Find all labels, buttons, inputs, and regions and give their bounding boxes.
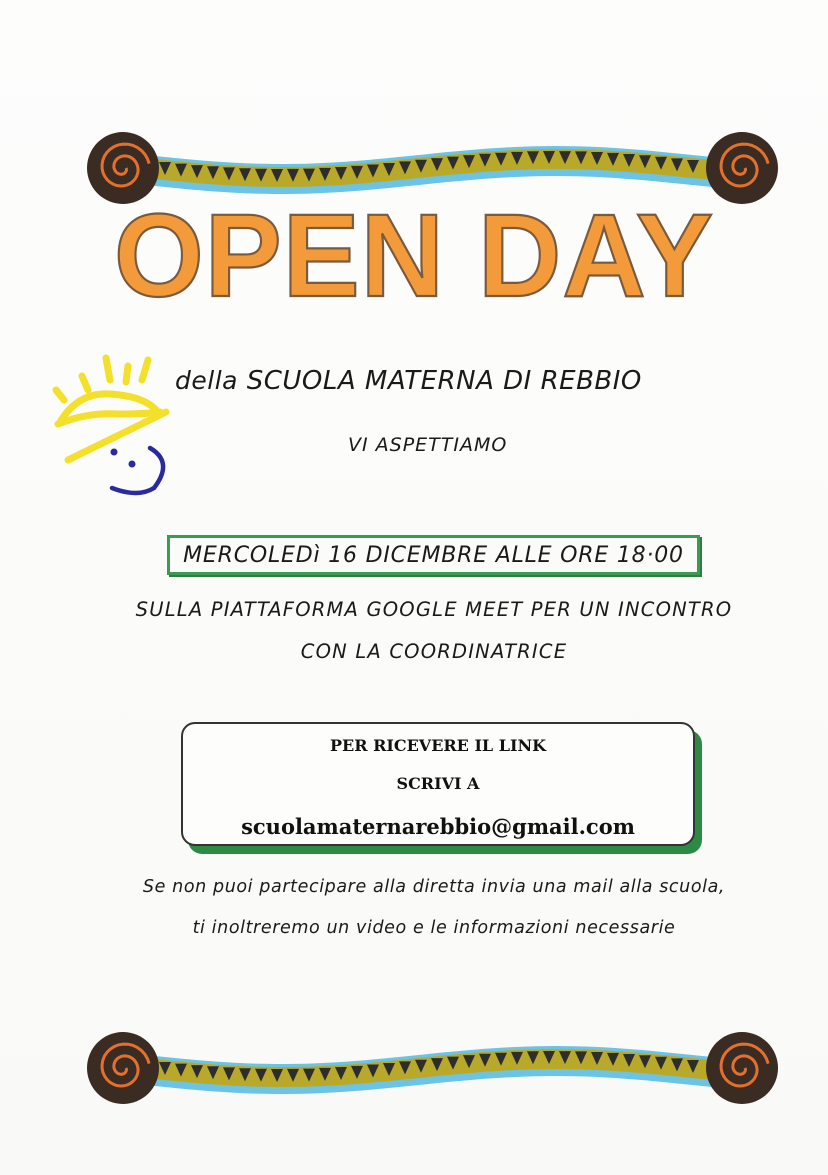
school-subtitle: [175, 366, 642, 396]
event-date-text: MERCOLEDì 16 DICEMBRE ALLE ORE 18·00: [183, 542, 684, 568]
link-box-line-1: PER RICEVERE IL LINK: [329, 736, 547, 755]
open-day-title: [0, 196, 828, 316]
event-date-box: [167, 535, 700, 575]
link-request-box: [181, 722, 695, 846]
greeting-text: VI ASPETTIAMO: [348, 434, 508, 456]
spiral-right-icon: [706, 1032, 778, 1104]
platform-line-1: SULLA PIATTAFORMA GOOGLE MEET PER UN INCONTRO: [135, 598, 733, 621]
subtitle-preposition: della: [175, 366, 238, 395]
link-box-line-2: SCRIVI A: [396, 774, 480, 793]
sun-face-drawing: [48, 352, 178, 502]
open-day-title-text: OPEN DAY: [114, 196, 714, 316]
note-line-2: ti inoltreremo un video e le informazioni necessarie: [192, 918, 676, 938]
spiral-right-icon: [706, 132, 778, 204]
spiral-left-icon: [87, 132, 159, 204]
school-name: SCUOLA MATERNA DI REBBIO: [246, 366, 642, 396]
spiral-left-icon: [87, 1032, 159, 1104]
note-line-1: Se non puoi partecipare alla diretta invia una mail alla scuola,: [142, 877, 726, 897]
contact-email[interactable]: scuolamaternarebbio@gmail.com: [241, 814, 635, 839]
decorative-wave-border-bottom: [85, 1028, 780, 1110]
platform-line-2: CON LA COORDINATRICE: [300, 640, 568, 663]
